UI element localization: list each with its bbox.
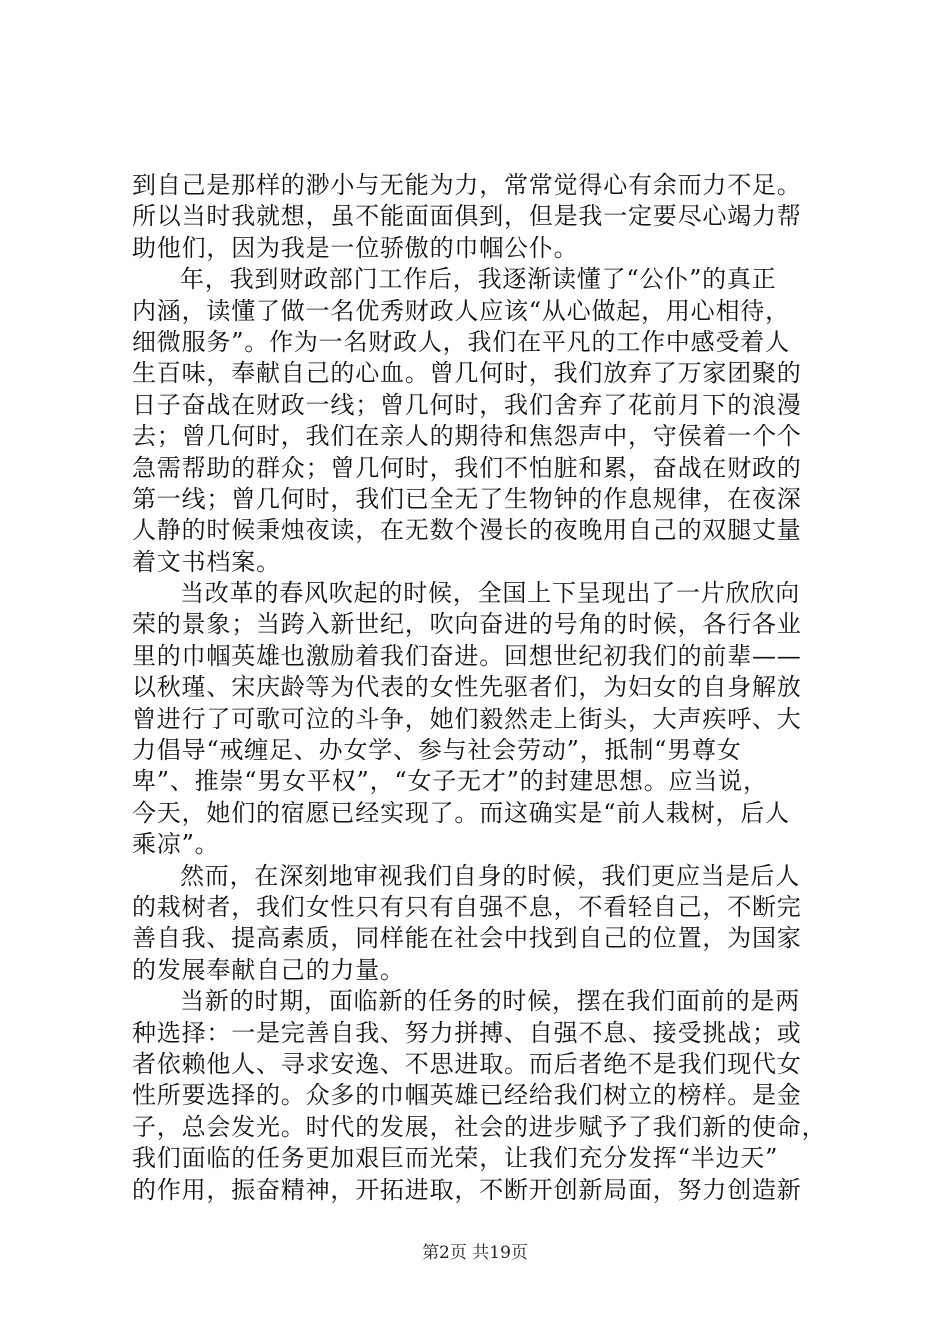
text-line: 助他们，因为我是一位骄傲的巾帼公仆。: [132, 233, 579, 262]
text-line: 着文书档案。: [132, 547, 281, 576]
text-line: 善自我、提高素质，同样能在社会中找到自己的位置，为国家: [132, 924, 802, 953]
text-line: 内涵，读懂了做一名优秀财政人应该“从心做起，用心相待，: [132, 296, 790, 325]
text-line: 者依赖他人、寻求安逸、不思进取。而后者绝不是我们现代女: [132, 1049, 802, 1078]
text-line: 今天，她们的宿愿已经实现了。而这确实是“前人栽树，后人: [132, 798, 790, 827]
text-line: 力倡导“戒缠足、办女学、参与社会劳动”，抵制“男尊女: [132, 736, 742, 765]
text-line: 生百味，奉献自己的心血。曾几何时，我们放弃了万家团聚的: [132, 359, 802, 388]
paragraph-start-line: 年，我到财政部门工作后，我逐渐读懂了“公仆”的真正: [180, 265, 777, 294]
text-line: 子，总会发光。时代的发展，社会的进步赋予了我们新的使命，: [132, 1112, 827, 1141]
text-line: 急需帮助的群众；曾几何时，我们不怕脏和累，奋战在财政的: [132, 453, 802, 482]
text-line: 的发展奉献自己的力量。: [132, 955, 405, 984]
text-line: 性所要选择的。众多的巾帼英雄已经给我们树立的榜样。是金: [132, 1081, 802, 1110]
page-number-footer: 第2页 共19页: [422, 1243, 528, 1263]
text-line: 所以当时我就想，虽不能面面俱到，但是我一定要尽心竭力帮: [132, 202, 802, 231]
text-line: 细微服务”。作为一名财政人，我们在平凡的工作中感受着人: [132, 327, 790, 356]
text-line: 到自己是那样的渺小与无能为力，常常觉得心有余而力不足。: [132, 171, 802, 199]
text-line: 乘凉”。: [132, 830, 220, 859]
text-line: 人静的时候秉烛夜读，在无数个漫长的夜晚用自己的双腿丈量: [132, 516, 802, 545]
text-line: 的栽树者，我们女性只有只有自强不息，不看轻自己，不断完: [132, 892, 802, 921]
paragraph-start-line: 然而，在深刻地审视我们自身的时候，我们更应当是后人: [180, 861, 800, 890]
text-line: 去；曾几何时，我们在亲人的期待和焦怨声中，守侯着一个个: [132, 422, 802, 451]
text-line: 第一线；曾几何时，我们已全无了生物钟的作息规律，在夜深: [132, 484, 802, 513]
text-line: 曾进行了可歌可泣的斗争，她们毅然走上街头，大声疾呼、大: [132, 704, 802, 733]
document-body: [132, 170, 832, 1206]
text-line: 以秋瑾、宋庆龄等为代表的女性先驱者们，为妇女的自身解放: [132, 673, 802, 702]
paragraph-start-line: 当改革的春风吹起的时候，全国上下呈现出了一片欣欣向: [180, 579, 800, 608]
text-line: 我们面临的任务更加艰巨而光荣，让我们充分发挥“半边天”: [132, 1144, 779, 1173]
text-line: 卑”、推崇“男女平权”，“女子无才”的封建思想。应当说，: [132, 767, 768, 796]
text-line: 日子奋战在财政一线；曾几何时，我们舍弃了花前月下的浪漫: [132, 390, 802, 419]
text-line: 种选择：一是完善自我、努力拼搏、自强不息、接受挑战；或: [132, 1018, 802, 1047]
text-line: 里的巾帼英雄也激励着我们奋进。回想世纪初我们的前辈——: [132, 641, 802, 670]
paragraph-start-line: 当新的时期，面临新的任务的时候，摆在我们面前的是两: [180, 987, 800, 1016]
text-line: 荣的景象；当跨入新世纪，吹向奋进的号角的时候，各行各业: [132, 610, 802, 639]
text-line: 的作用，振奋精神，开拓进取，不断开创新局面，努力创造新: [132, 1175, 802, 1204]
